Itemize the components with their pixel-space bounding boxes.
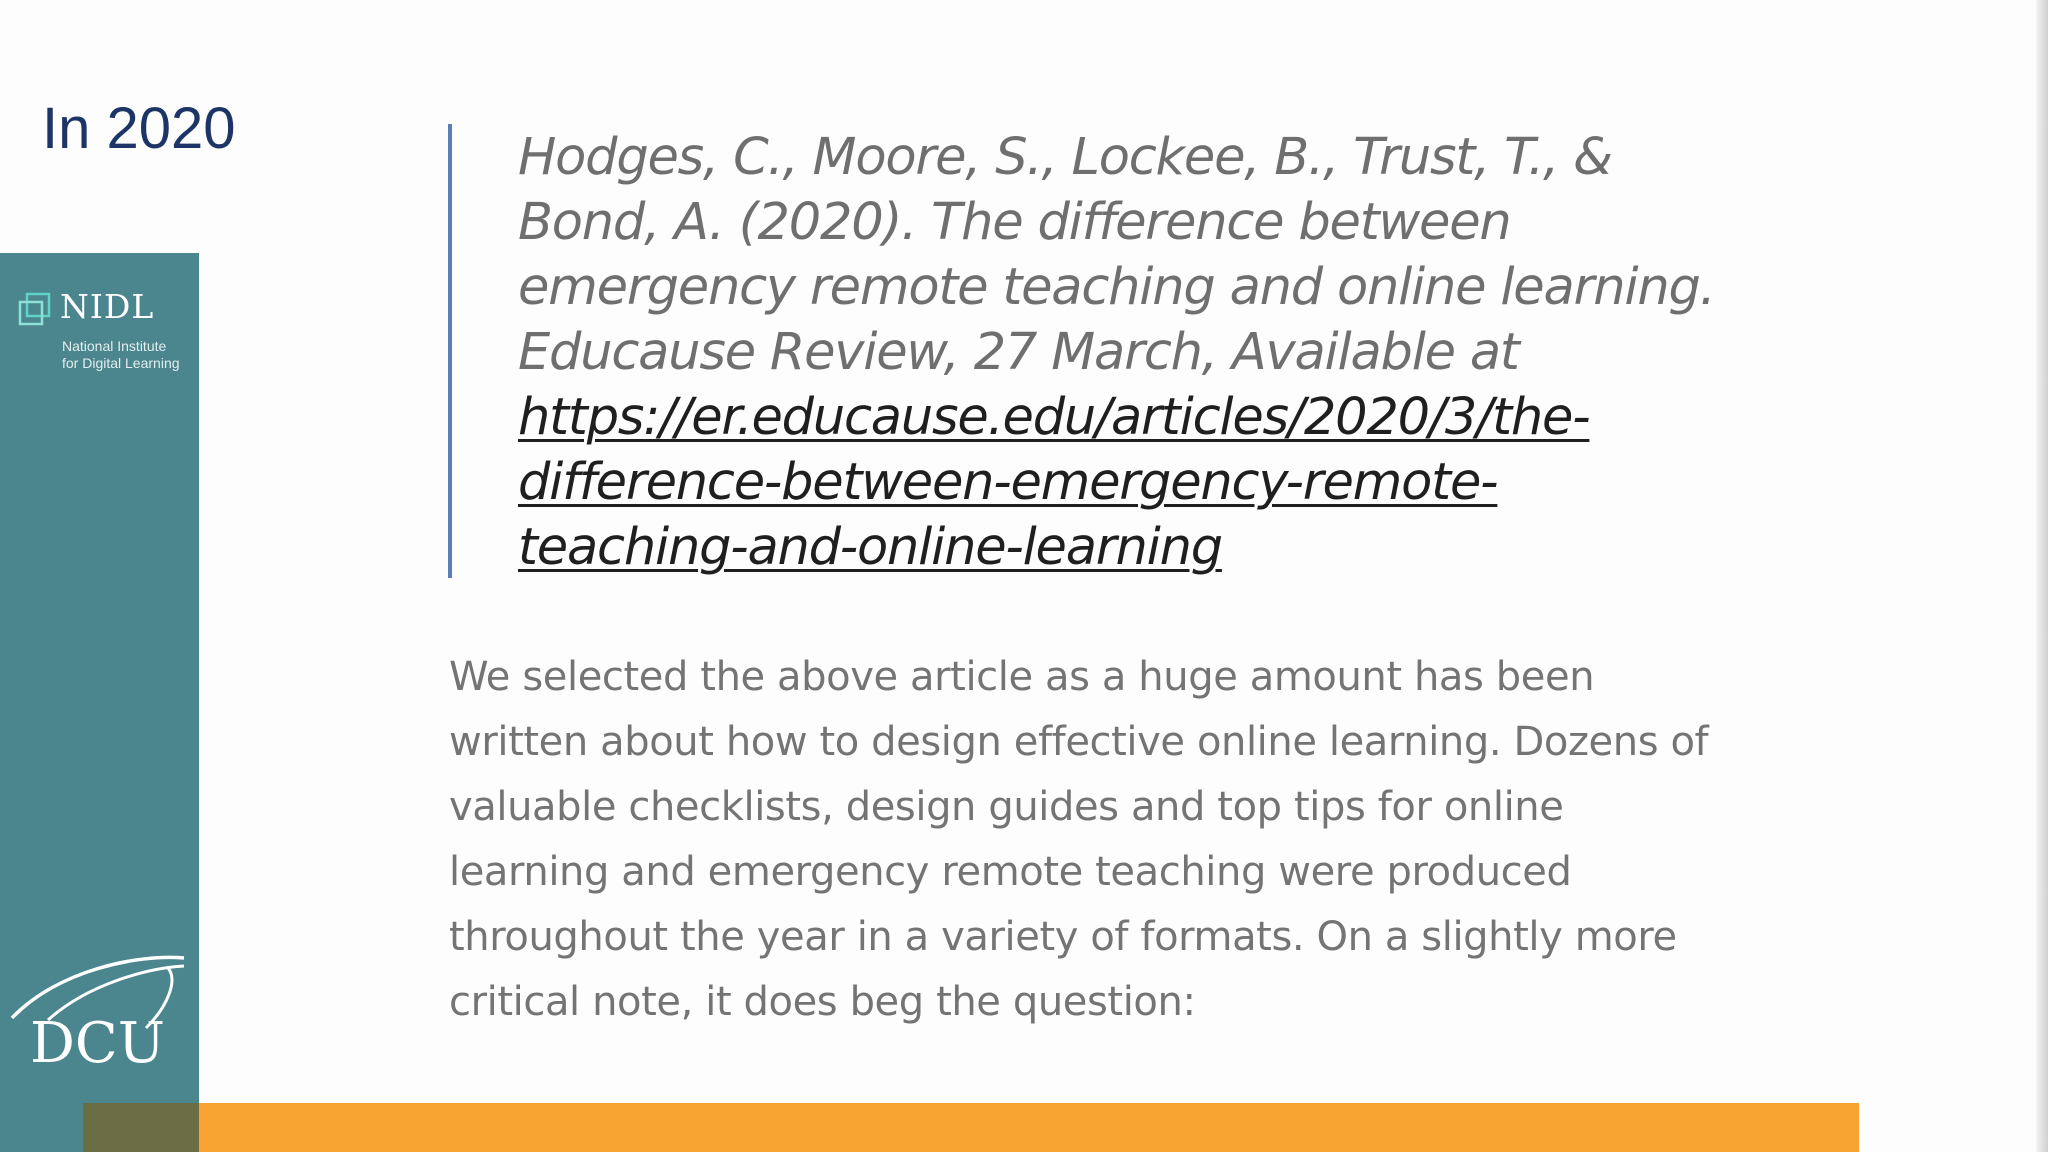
footer-accent-bar <box>199 1103 1859 1152</box>
footer-accent-dark <box>83 1103 199 1152</box>
nidl-subtitle <box>62 338 202 372</box>
blockquote-rule <box>448 124 452 578</box>
slide-title: In 2020 <box>42 96 236 161</box>
body-paragraph: We selected the above article as a huge amount has been written about how to design effective online learning. Dozens of valuable checklists, design guides and top tips for online learning and emergency remote teaching were produced throughout the year in a variety of formats. On a slightly more critical note, it does beg the question: <box>449 654 1709 1025</box>
nidl-subtitle-line-1: National Institute <box>62 338 167 354</box>
window-edge <box>2036 0 2048 1152</box>
citation-blockquote <box>518 125 1718 580</box>
nidl-logo <box>18 288 193 378</box>
nidl-mark-icon <box>18 292 52 326</box>
citation-text: Hodges, C., Moore, S., Lockee, B., Trust, T., & Bond, A. (2020). The difference between emergency remote teaching and online learning. Educause Review, 27 March, Available at <box>518 128 1715 382</box>
dcu-wordmark: DCU <box>30 1011 165 1076</box>
nidl-name: NIDL <box>60 287 155 326</box>
citation-link[interactable]: https://er.educause.edu/articles/2020/3/the-difference-between-emergency-remote-teaching-and-online-learning <box>518 388 1590 577</box>
dcu-logo <box>8 950 188 1078</box>
nidl-subtitle-line-2: for Digital Learning <box>62 355 180 371</box>
